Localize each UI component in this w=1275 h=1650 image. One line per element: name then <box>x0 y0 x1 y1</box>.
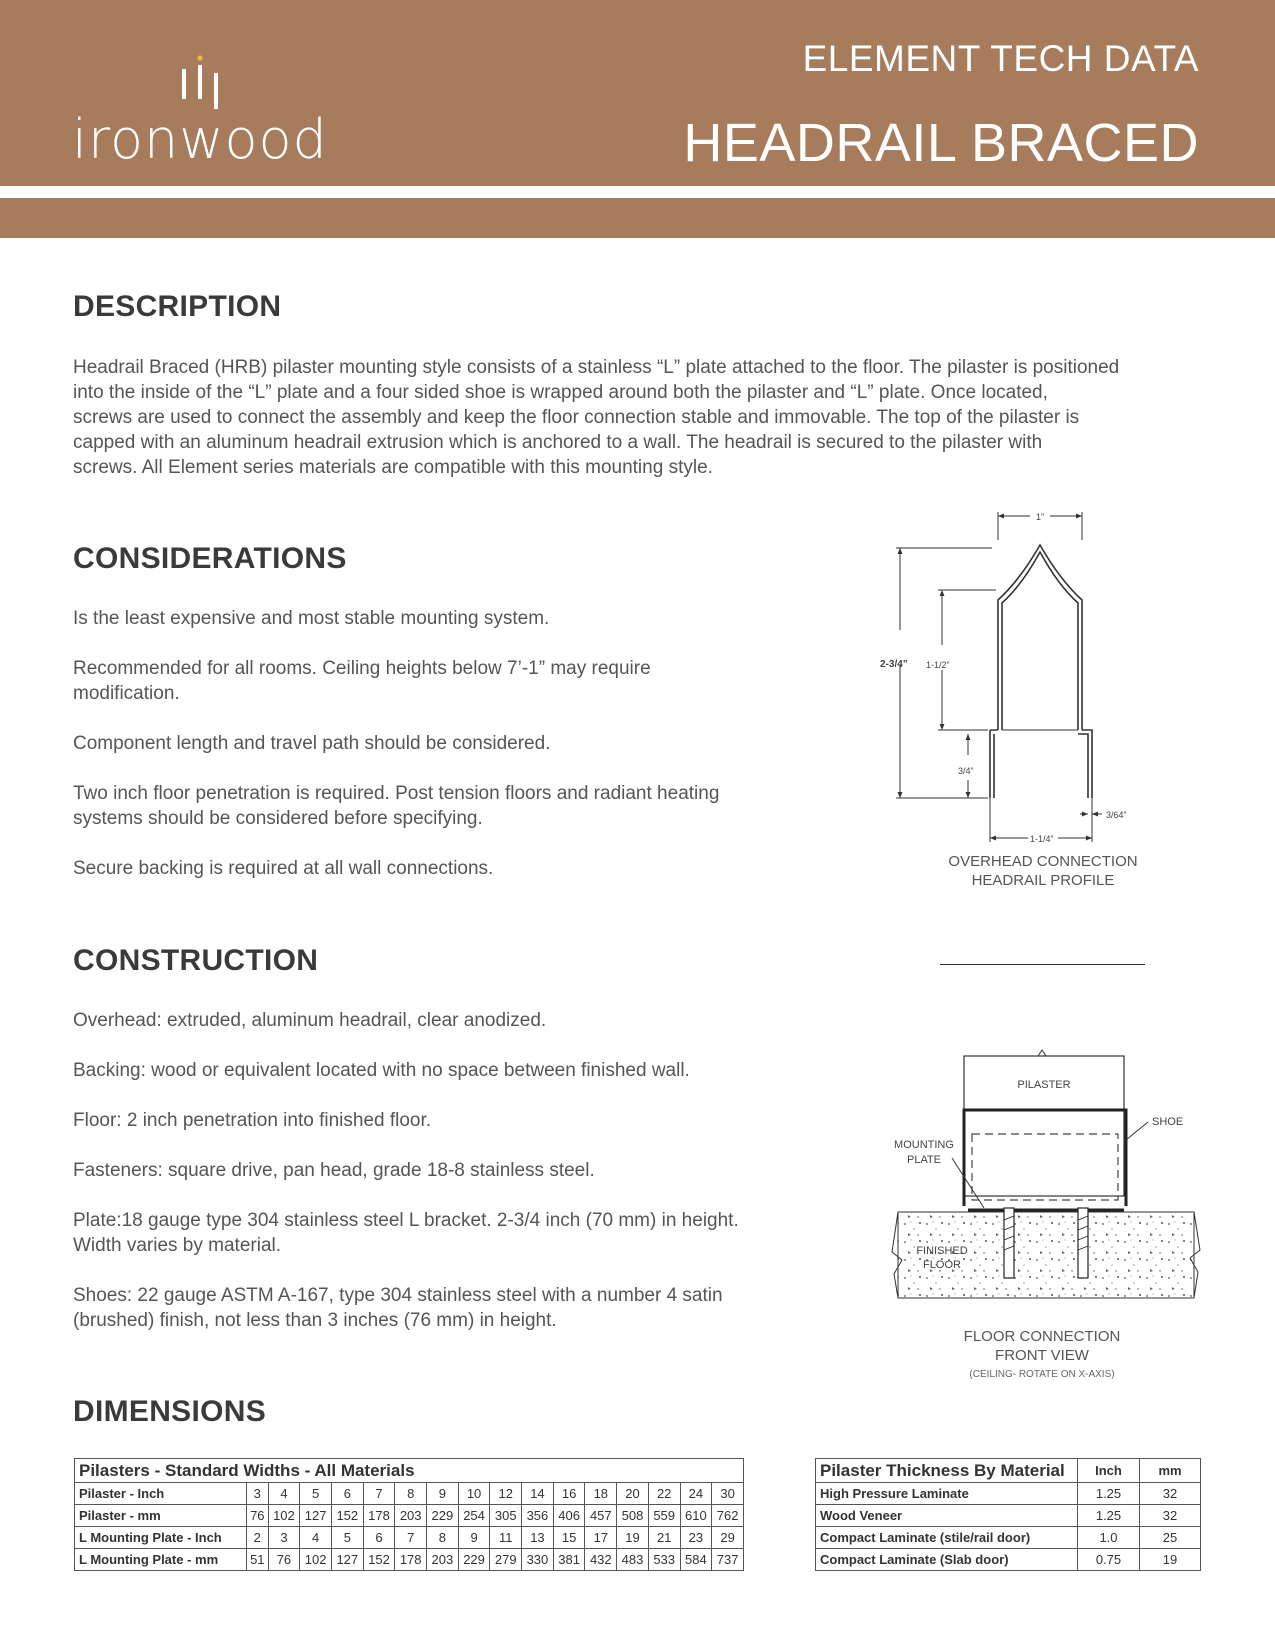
row-label: Compact Laminate (stile/rail door) <box>816 1527 1078 1549</box>
table-row <box>75 1483 744 1505</box>
table-cell: 559 <box>648 1505 680 1527</box>
row-label: Compact Laminate (Slab door) <box>816 1549 1078 1571</box>
label-mounting-plate: PLATE <box>906 1154 942 1166</box>
table-cell: 18 <box>585 1483 617 1505</box>
dim-bottom-width: 1-1/4” <box>1030 834 1054 844</box>
table-cell: 584 <box>680 1549 712 1571</box>
table-cell: 4 <box>268 1483 300 1505</box>
table-cell: 178 <box>363 1505 395 1527</box>
table-cell: 279 <box>490 1549 522 1571</box>
table-cell: 17 <box>585 1527 617 1549</box>
dim-lower-height: 3/4” <box>958 766 974 776</box>
label-pilaster: PILASTER <box>1017 1079 1071 1091</box>
diagram-divider <box>940 964 1145 965</box>
table-cell: 6 <box>331 1483 363 1505</box>
table-cell: 229 <box>427 1505 459 1527</box>
table-cell: 305 <box>490 1505 522 1527</box>
list-item: Component length and travel path should be considered. <box>73 733 551 754</box>
table-cell: 737 <box>712 1549 744 1571</box>
caption-line: FLOOR CONNECTION <box>963 1328 1121 1345</box>
table-cell: 3 <box>247 1483 269 1505</box>
table-cell: 1.25 <box>1078 1483 1140 1505</box>
table-cell: 76 <box>247 1505 269 1527</box>
table-cell: 356 <box>522 1505 554 1527</box>
table-cell: 19 <box>1140 1549 1201 1571</box>
headrail-profile-caption <box>938 852 1148 890</box>
list-item: Is the least expensive and most stable mounting system. <box>73 608 550 629</box>
table-cell: 1.0 <box>1078 1527 1140 1549</box>
table-cell: 12 <box>490 1483 522 1505</box>
list-item: modification. <box>73 683 180 704</box>
list-item: (brushed) finish, not less than 3 inches (76 mm) in height. <box>73 1310 557 1331</box>
table-cell: 20 <box>617 1483 649 1505</box>
label-finished-floor: FINISHED <box>916 1245 968 1257</box>
ironwood-bars-icon <box>180 55 220 115</box>
row-label: Pilaster - mm <box>75 1505 247 1527</box>
table-cell: 16 <box>553 1483 585 1505</box>
dim-upper-height: 1-1/2” <box>926 660 950 670</box>
table-cell: 533 <box>648 1549 680 1571</box>
table-cell: 203 <box>427 1549 459 1571</box>
row-label: High Pressure Laminate <box>816 1483 1078 1505</box>
table-cell: 7 <box>363 1483 395 1505</box>
table-cell: 23 <box>680 1527 712 1549</box>
column-header-mm: mm <box>1140 1459 1201 1483</box>
table-cell: 508 <box>617 1505 649 1527</box>
construction-heading: CONSTRUCTION <box>73 944 319 977</box>
table-row <box>75 1527 744 1549</box>
table-cell: 9 <box>427 1483 459 1505</box>
table-cell: 457 <box>585 1505 617 1527</box>
table-cell: 5 <box>331 1527 363 1549</box>
table-cell: 9 <box>458 1527 490 1549</box>
table-cell: 25 <box>1140 1527 1201 1549</box>
considerations-heading: CONSIDERATIONS <box>73 542 347 575</box>
thickness-table <box>815 1458 1201 1571</box>
dim-top-width: 1” <box>1035 512 1045 522</box>
table-cell: 1.25 <box>1078 1505 1140 1527</box>
table-cell: 0.75 <box>1078 1549 1140 1571</box>
brand-logo: ironwood <box>72 108 328 171</box>
description-heading: DESCRIPTION <box>73 290 282 323</box>
dimensions-heading: DIMENSIONS <box>73 1395 267 1428</box>
caption-line: OVERHEAD CONNECTION <box>948 853 1138 870</box>
table-cell: 19 <box>617 1527 649 1549</box>
table-cell: 381 <box>553 1549 585 1571</box>
table-cell: 762 <box>712 1505 744 1527</box>
table-cell: 30 <box>712 1483 744 1505</box>
table-cell: 152 <box>363 1549 395 1571</box>
list-item: Secure backing is required at all wall connections. <box>73 858 494 879</box>
list-item: systems should be considered before specifying. <box>73 808 483 829</box>
table-cell: 76 <box>268 1549 300 1571</box>
table-cell: 5 <box>300 1483 332 1505</box>
dim-wall-thickness: 3/64” <box>1106 810 1127 820</box>
table-cell: 29 <box>712 1527 744 1549</box>
list-item: Recommended for all rooms. Ceiling heights below 7’-1” may require <box>73 658 651 679</box>
description-line: screws. All Element series materials are compatible with this mounting style. <box>73 457 713 478</box>
table-cell: 229 <box>458 1549 490 1571</box>
table-row <box>816 1527 1201 1549</box>
table-cell: 178 <box>395 1549 427 1571</box>
list-item: Shoes: 22 gauge ASTM A-167, type 304 stainless steel with a number 4 satin <box>73 1285 723 1306</box>
table-row <box>816 1549 1201 1571</box>
label-finished-floor: FLOOR <box>923 1259 961 1271</box>
description-line: into the inside of the “L” plate and a four sided shoe is wrapped around both the pilaster and “L” plate. Once located, <box>73 382 1048 403</box>
description-line: Headrail Braced (HRB) pilaster mounting style consists of a stainless “L” plate attached to the floor. The pilaster is positioned <box>73 357 1120 378</box>
table-cell: 15 <box>553 1527 585 1549</box>
table-cell: 8 <box>395 1483 427 1505</box>
table-cell: 203 <box>395 1505 427 1527</box>
label-mounting-plate: MOUNTING <box>894 1139 954 1151</box>
table-row <box>816 1505 1201 1527</box>
floor-connection-caption <box>935 1327 1149 1384</box>
list-item: Backing: wood or equivalent located with no space between finished wall. <box>73 1060 690 1081</box>
table-cell: 6 <box>363 1527 395 1549</box>
table-cell: 32 <box>1140 1483 1201 1505</box>
row-label: L Mounting Plate - mm <box>75 1549 247 1571</box>
table-cell: 432 <box>585 1549 617 1571</box>
label-shoe: SHOE <box>1152 1116 1184 1128</box>
table-cell: 610 <box>680 1505 712 1527</box>
table-cell: 21 <box>648 1527 680 1549</box>
column-header-inch: Inch <box>1078 1459 1140 1483</box>
table-cell: 3 <box>268 1527 300 1549</box>
table-cell: 330 <box>522 1549 554 1571</box>
list-item: Width varies by material. <box>73 1235 282 1256</box>
dim-overall-height: 2-3/4” <box>880 659 908 670</box>
list-item: Floor: 2 inch penetration into finished floor. <box>73 1110 432 1131</box>
table-cell: 152 <box>331 1505 363 1527</box>
description-line: capped with an aluminum headrail extrusion which is anchored to a wall. The headrail is secured to the pilaster with <box>73 432 1043 453</box>
table-cell: 102 <box>300 1549 332 1571</box>
table-cell: 32 <box>1140 1505 1201 1527</box>
document-title: HEADRAIL BRACED <box>683 113 1199 173</box>
table-cell: 51 <box>247 1549 269 1571</box>
headrail-profile-diagram <box>870 500 1220 860</box>
widths-table-title: Pilasters - Standard Widths - All Materials <box>75 1459 744 1483</box>
table-row <box>816 1483 1201 1505</box>
table-cell: 8 <box>427 1527 459 1549</box>
table-cell: 14 <box>522 1483 554 1505</box>
widths-table <box>74 1458 744 1571</box>
caption-line: FRONT VIEW <box>995 1347 1089 1364</box>
row-label: Pilaster - Inch <box>75 1483 247 1505</box>
header-divider <box>0 186 1275 198</box>
table-cell: 11 <box>490 1527 522 1549</box>
header-band <box>0 198 1275 238</box>
table-cell: 483 <box>617 1549 649 1571</box>
table-cell: 2 <box>247 1527 269 1549</box>
table-cell: 22 <box>648 1483 680 1505</box>
floor-connection-diagram <box>880 1040 1210 1305</box>
list-item: Plate:18 gauge type 304 stainless steel L bracket. 2-3/4 inch (70 mm) in height. <box>73 1210 739 1231</box>
description-line: screws are used to connect the assembly and keep the floor connection stable and immovable. The top of the pilaster is <box>73 407 1080 428</box>
list-item: Overhead: extruded, aluminum headrail, clear anodized. <box>73 1010 547 1031</box>
table-cell: 4 <box>300 1527 332 1549</box>
table-cell: 10 <box>458 1483 490 1505</box>
document-kicker: ELEMENT TECH DATA <box>802 38 1199 79</box>
table-cell: 406 <box>553 1505 585 1527</box>
list-item: Two inch floor penetration is required. Post tension floors and radiant heating <box>73 783 720 804</box>
caption-line: HEADRAIL PROFILE <box>971 872 1115 889</box>
table-cell: 127 <box>300 1505 332 1527</box>
table-row <box>75 1505 744 1527</box>
table-cell: 7 <box>395 1527 427 1549</box>
table-cell: 24 <box>680 1483 712 1505</box>
row-label: L Mounting Plate - Inch <box>75 1527 247 1549</box>
table-row <box>75 1549 744 1571</box>
table-cell: 254 <box>458 1505 490 1527</box>
table-cell: 13 <box>522 1527 554 1549</box>
list-item: Fasteners: square drive, pan head, grade 18-8 stainless steel. <box>73 1160 595 1181</box>
table-cell: 102 <box>268 1505 300 1527</box>
table-cell: 127 <box>331 1549 363 1571</box>
caption-note: (CEILING- ROTATE ON X-AXIS) <box>969 1369 1115 1380</box>
thickness-table-title: Pilaster Thickness By Material <box>816 1459 1078 1483</box>
row-label: Wood Veneer <box>816 1505 1078 1527</box>
